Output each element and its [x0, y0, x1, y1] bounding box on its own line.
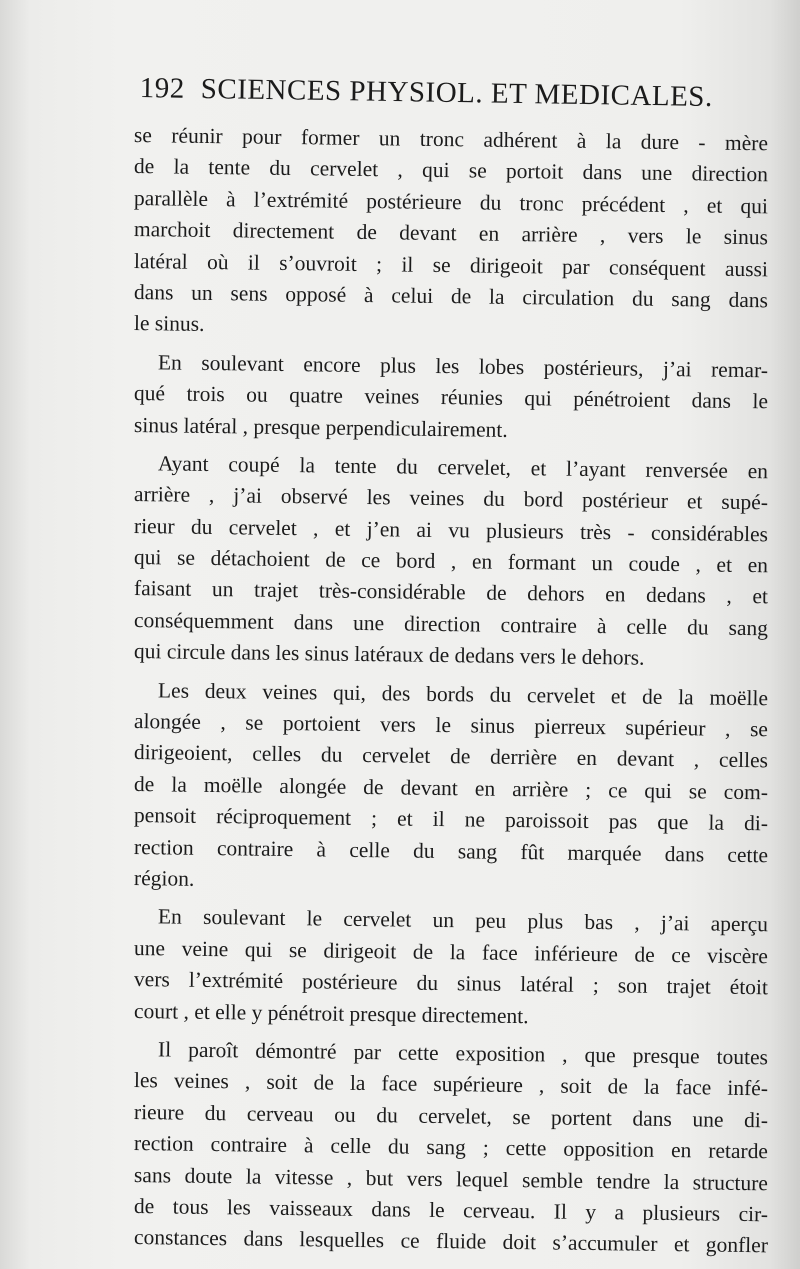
text-line: dans un sens opposé à celui de la circulation du sang dans [133, 279, 769, 313]
text-line: marchoit directement de devant en arrière , vers le sinus [133, 217, 769, 250]
text-line: dirigeoient, celles du cervelet de derrière en devant , celles [133, 740, 769, 773]
text-line: arrière , j’ai observé les veines du bord postérieur et supé- [133, 482, 769, 515]
text-line: de la moëlle alongée de devant en arrière ; ce qui se com- [133, 771, 769, 805]
text-line: alongée , se portoient vers le sinus pierreux supérieur , se [133, 709, 769, 742]
running-head [139, 72, 759, 115]
text-line: rieure du cerveau ou du cervelet, se portent dans une di- [133, 1099, 769, 1133]
text-line: latéral où il s’ouvroit ; il se dirigeoit par conséquent aussi [133, 248, 769, 281]
text-line: Les deux veines qui, des bords du cervelet et de la moëlle [157, 677, 769, 710]
text-line: qué trois ou quatre veines réunies qui pénétroient dans le [133, 381, 769, 414]
text-line: conséquemment dans une direction contraire à celle du sang [133, 607, 769, 641]
text-line: rection contraire à celle du sang ; cette opposition en retarde [133, 1131, 769, 1164]
text-line: de la tente du cervelet , qui se portoit dans une direction [133, 154, 769, 187]
text-line: région. [133, 865, 195, 891]
text-line: pensoit réciproquement ; et il ne paroissoit pas que la di- [133, 803, 769, 836]
text-line: Il paroît démontré par cette exposition , que presque toutes [157, 1037, 769, 1070]
text-line: sans doute la vitesse , but vers lequel semble tendre la structure [133, 1162, 769, 1195]
body-text [133, 120, 769, 1258]
text-line: parallèle à l’extrémité postérieure du tronc précédent , et qui [133, 185, 769, 219]
text-line: Ayant coupé la tente du cervelet, et l’ayant renversée en [157, 451, 769, 484]
text-line: les veines , soit de la face supérieure , soit de la face infé- [133, 1068, 769, 1101]
text-line: En soulevant le cervelet un peu plus bas , j’ai aperçu [157, 904, 769, 937]
paragraph [134, 675, 768, 895]
text-line: faisant un trajet très-considérable de dehors en dedans , et [133, 576, 769, 609]
text-line: se réunir pour former un tronc adhérent à la dure - mère [133, 123, 769, 156]
running-title: SCIENCES PHYSIOL. ET MEDICALES. [200, 72, 713, 113]
text-line: le sinus. [133, 311, 205, 337]
paragraph [134, 347, 768, 441]
text-line: vers l’extrémité postérieure du sinus latéral ; son trajet étoit [133, 967, 769, 1000]
text-line: rieur du cervelet , et j’en ai vu plusieurs très - considérables [133, 513, 769, 546]
text-line: une veine qui se dirigeoit de la face inférieure de ce viscère [133, 935, 769, 969]
paragraph [134, 901, 768, 1027]
text-line: de tous les vaisseaux dans le cerveau. Il y a plusieurs cir- [133, 1193, 769, 1227]
text-line: constances dans lesquelles ce fluide doit s’accumuler et gonfler [133, 1225, 769, 1258]
page-number: 192 [139, 72, 185, 105]
text-line: rection contraire à celle du sang fût marquée dans cette [133, 834, 769, 867]
text-line: En soulevant encore plus les lobes postérieurs, j’ai remar- [157, 350, 769, 383]
paragraph [133, 1034, 769, 1258]
paragraph [134, 120, 768, 340]
text-line: sinus latéral , presque perpendiculairement. [133, 412, 508, 442]
text-line: qui se détachoient de ce bord , en formant un coude , et en [133, 545, 769, 578]
paragraph [134, 448, 768, 668]
text-line: qui circule dans les sinus latéraux de dedans vers le dehors. [133, 639, 645, 670]
text-line: court , et elle y pénétroit presque directement. [133, 998, 529, 1028]
